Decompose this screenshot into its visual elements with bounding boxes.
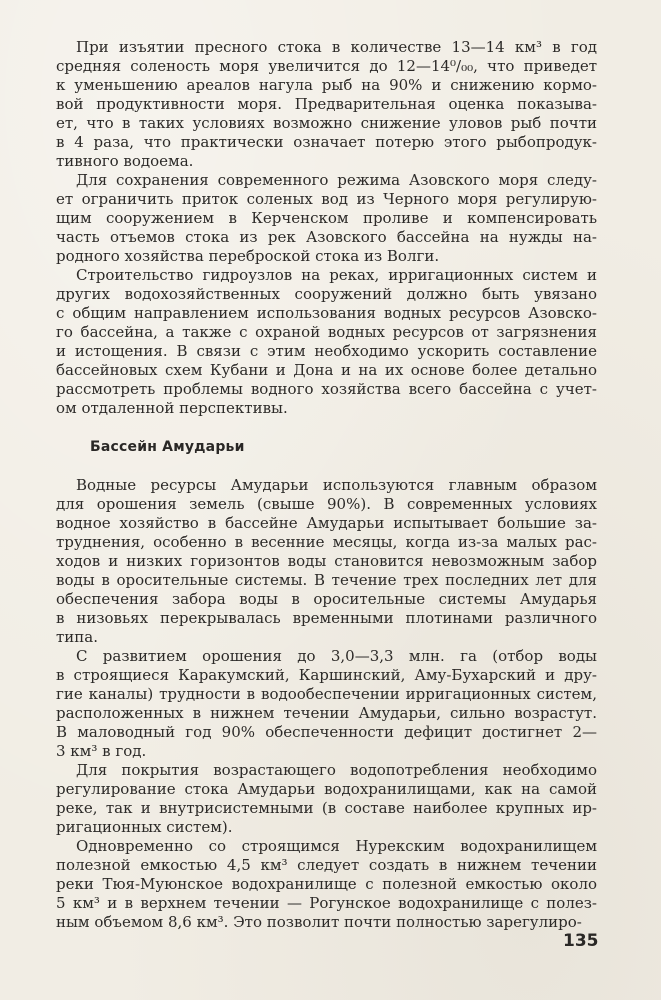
text-line: бассейновых схем Кубани и Дона и на их основе более детально bbox=[56, 361, 597, 379]
text-line: С развитием орошения до 3,0—3,3 млн. га (отбор воды bbox=[76, 647, 597, 665]
text-line: с общим направлением использования водных ресурсов Азовско- bbox=[56, 304, 597, 322]
paragraph bbox=[56, 476, 597, 647]
text-line: в низовьях перекрывалась временными плотинами различного bbox=[56, 609, 597, 627]
text-line: расположенных в нижнем течении Амударьи, сильно возрастут. bbox=[56, 704, 597, 722]
text-line: ным объемом 8,6 км³. Это позволит почти полностью зарегулиро- bbox=[56, 913, 582, 931]
text-line: Для сохранения современного режима Азовского моря следу- bbox=[76, 171, 597, 189]
text-line: часть отъемов стока из рек Азовского бассейна на нужды на- bbox=[56, 228, 597, 246]
text-line: ригационных систем). bbox=[56, 818, 233, 836]
text-line: Строительство гидроузлов на реках, ирригационных систем и bbox=[76, 266, 597, 284]
text-line: рассмотреть проблемы водного хозяйства всего бассейна с учет- bbox=[56, 380, 597, 398]
text-line: полезной емкостью 4,5 км³ следует создать в нижнем течении bbox=[56, 856, 597, 874]
text-line: При изъятии пресного стока в количестве 13—14 км³ в год bbox=[76, 38, 597, 56]
text-line: В маловодный год 90% обеспеченности дефицит достигнет 2— bbox=[56, 723, 597, 741]
text-line: регулирование стока Амударьи водохранилищами, как на самой bbox=[56, 780, 597, 798]
text-line: Одновременно со строящимся Нурекским водохранилищем bbox=[76, 837, 597, 855]
paragraph bbox=[56, 837, 597, 932]
text-line: 3 км³ в год. bbox=[56, 742, 147, 760]
text-line: тивного водоема. bbox=[56, 152, 194, 170]
text-line: Для покрытия возрастающего водопотребления необходимо bbox=[76, 761, 597, 779]
text-line: обеспечения забора воды в оросительные системы Амударья bbox=[56, 590, 597, 608]
text-line: в строящиеся Каракумский, Каршинский, Аму-Бухарский и дру- bbox=[56, 666, 597, 684]
text-line: го бассейна, а также с охраной водных ресурсов от загрязнения bbox=[56, 323, 597, 341]
text-line: других водохозяйственных сооружений должно быть увязано bbox=[56, 285, 597, 303]
page-number: 135 bbox=[563, 931, 599, 951]
text-line: реке, так и внутрисистемными (в составе наиболее крупных ир- bbox=[56, 799, 597, 817]
body-text-bottom bbox=[56, 476, 597, 932]
text-line: реки Тюя-Муюнское водохранилище с полезной емкостью около bbox=[56, 875, 597, 893]
text-line: родного хозяйства переброской стока из Волги. bbox=[56, 247, 440, 265]
text-line: Водные ресурсы Амударьи используются главным образом bbox=[76, 476, 597, 494]
text-line: водное хозяйство в бассейне Амударьи испытывает большие за- bbox=[56, 514, 597, 532]
text-line: средняя соленость моря увеличится до 12—14⁰/₀₀, что приведет bbox=[56, 57, 597, 75]
paragraph bbox=[56, 647, 597, 761]
section-heading: Бассейн Амударьи bbox=[90, 439, 245, 455]
body-text-top bbox=[56, 38, 597, 418]
text-line: 5 км³ и в верхнем течении — Рогунское водохранилище с полез- bbox=[56, 894, 597, 912]
text-line: гие каналы) трудности в водообеспечении ирригационных систем, bbox=[56, 685, 597, 703]
text-line: ходов и низких горизонтов воды становится невозможным забор bbox=[56, 552, 597, 570]
paragraph bbox=[56, 761, 597, 837]
text-line: ет ограничить приток соленых вод из Черного моря регулирую- bbox=[56, 190, 597, 208]
text-line: в 4 раза, что практически означает потерю этого рыбопродук- bbox=[56, 133, 597, 151]
text-line: ет, что в таких условиях возможно снижение уловов рыб почти bbox=[56, 114, 597, 132]
paragraph bbox=[56, 171, 597, 266]
text-line: к уменьшению ареалов нагула рыб на 90% и снижению кормо- bbox=[56, 76, 597, 94]
text-line: ом отдаленной перспективы. bbox=[56, 399, 288, 417]
text-line: воды в оросительные системы. В течение трех последних лет для bbox=[56, 571, 597, 589]
text-line: типа. bbox=[56, 628, 99, 646]
text-line: и истощения. В связи с этим необходимо ускорить составление bbox=[56, 342, 597, 360]
text-line: щим сооружением в Керченском проливе и компенсировать bbox=[56, 209, 597, 227]
text-line: вой продуктивности моря. Предварительная оценка показыва- bbox=[56, 95, 597, 113]
paragraph bbox=[56, 266, 597, 418]
paragraph bbox=[56, 38, 597, 171]
text-line: труднения, особенно в весенние месяцы, когда из-за малых рас- bbox=[56, 533, 597, 551]
text-line: для орошения земель (свыше 90%). В современных условиях bbox=[56, 495, 597, 513]
